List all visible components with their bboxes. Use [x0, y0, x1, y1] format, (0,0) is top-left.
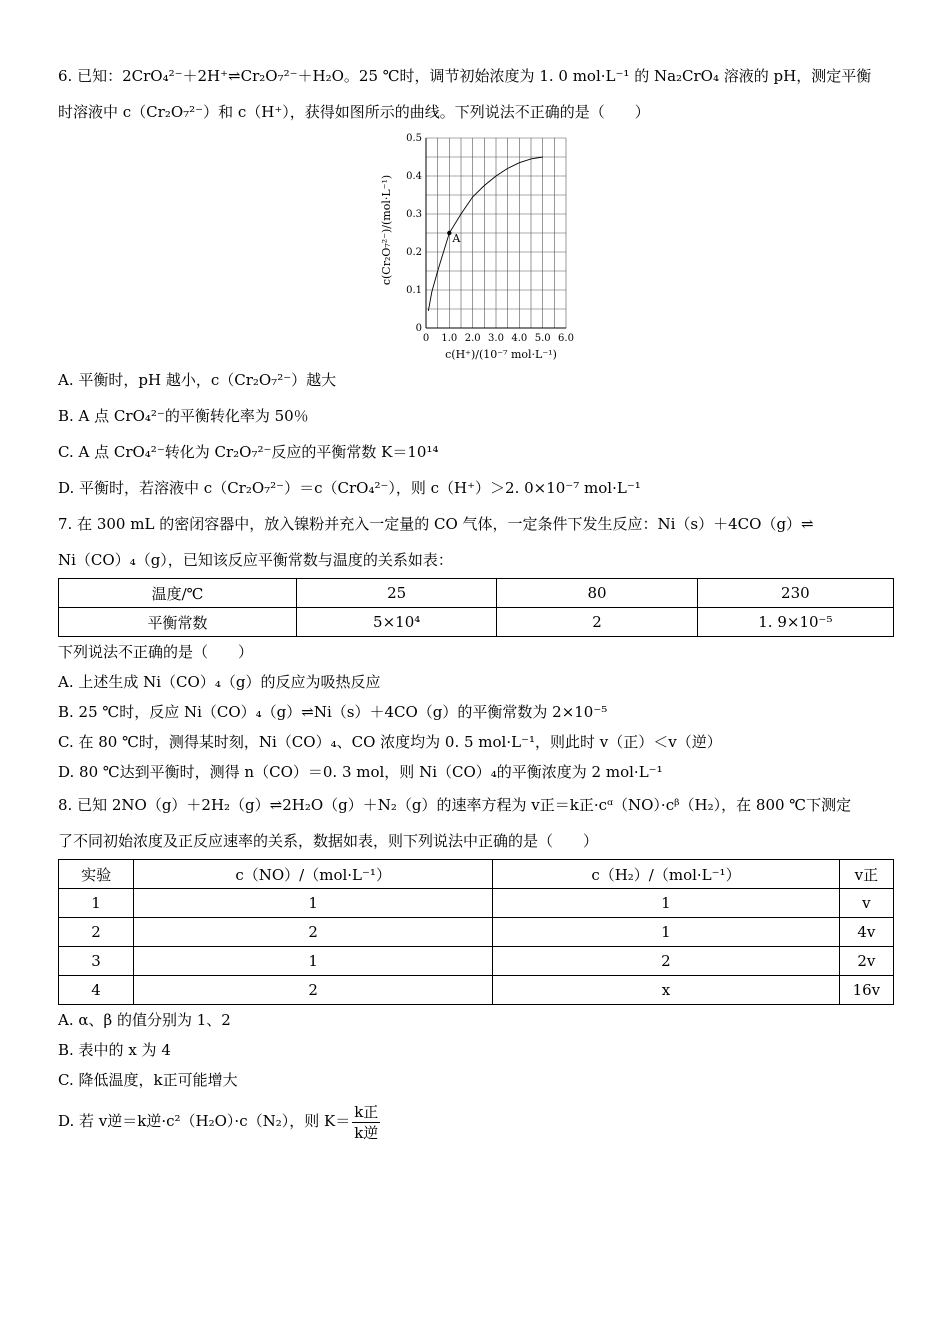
x-tick-label: 3.0 — [488, 333, 504, 344]
table-cell: 1 — [493, 889, 840, 918]
q8-option-d — [58, 1095, 894, 1147]
q6-option-c: C. A 点 CrO₄²⁻转化为 Cr₂O₇²⁻反应的平衡常数 K＝10¹⁴ — [58, 443, 439, 461]
q8-option-d-text: D. 若 v逆＝k逆·c²（H₂O）·c（N₂），则 K＝ — [58, 1112, 351, 1130]
q8-stem-line1: 8. 已知 2NO（g）＋2H₂（g）⇌2H₂O（g）＋N₂（g）的速率方程为 v正＝k正·cᵅ（NO）·cᵝ（H₂），在 800 ℃下测定 — [58, 796, 852, 814]
q7-stem-line1: 7. 在 300 mL 的密闭容器中，放入镍粉并充入一定量的 CO 气体，一定条件下发生反应：Ni（s）＋4CO（g）⇌ — [58, 515, 814, 533]
y-axis-label: c(Cr₂O₇²⁻)/(mol·L⁻¹) — [380, 174, 393, 286]
q7-option-d: D. 80 ℃达到平衡时，测得 n（CO）＝0. 3 mol，则 Ni（CO）₄的平衡浓度为 2 mol·L⁻¹ — [58, 763, 663, 781]
table-cell: 1 — [134, 947, 493, 976]
fraction-numerator: k正 — [354, 1102, 379, 1121]
table-cell: 1 — [493, 918, 840, 947]
table-cell: 1. 9×10⁻⁵ — [697, 608, 893, 637]
table-row — [59, 608, 894, 637]
y-tick-label: 0.4 — [406, 171, 422, 182]
fraction-denominator: k逆 — [354, 1123, 379, 1142]
x-tick-label: 2.0 — [464, 333, 481, 344]
table-header-cell: 实验 — [59, 860, 134, 889]
x-tick-label: 1.0 — [441, 333, 458, 344]
table-cell: 平衡常数 — [59, 608, 297, 637]
table-row — [59, 579, 894, 608]
q8-rate-table — [58, 859, 894, 1005]
x-tick-label: 0 — [422, 333, 430, 344]
table-cell: 1 — [134, 889, 493, 918]
table-cell: 80 — [497, 579, 697, 608]
q6-chart-area — [58, 130, 894, 362]
series-line — [428, 157, 542, 311]
table-cell: 1 — [59, 889, 134, 918]
table-row — [59, 976, 894, 1005]
table-cell: 5×10⁴ — [296, 608, 496, 637]
table-cell: 2 — [59, 918, 134, 947]
table-cell: 2 — [134, 918, 493, 947]
table-row — [59, 889, 894, 918]
y-tick-label: 0 — [415, 323, 422, 334]
table-row — [59, 918, 894, 947]
table-cell: 4v — [839, 918, 893, 947]
cr2o7-vs-h-chart — [376, 130, 576, 362]
table-cell: 25 — [296, 579, 496, 608]
table-header-cell: v正 — [839, 860, 893, 889]
point-a-label: A — [452, 232, 461, 245]
y-tick-label: 0.5 — [406, 133, 422, 144]
q6-option-d: D. 平衡时，若溶液中 c（Cr₂O₇²⁻）＝c（CrO₄²⁻），则 c（H⁺）＞2. 0×10⁻⁷ mol·L⁻¹ — [58, 479, 641, 497]
q8-option-c: C. 降低温度，k正可能增大 — [58, 1071, 238, 1089]
y-tick-label: 0.2 — [406, 247, 422, 258]
table-cell: x — [493, 976, 840, 1005]
q7-option-a: A. 上述生成 Ni（CO）₄（g）的反应为吸热反应 — [58, 673, 381, 691]
x-axis-label: c(H⁺)/(10⁻⁷ mol·L⁻¹) — [445, 348, 557, 361]
y-tick-label: 0.3 — [406, 209, 422, 220]
chart-series — [428, 157, 542, 311]
table-cell: 16v — [839, 976, 893, 1005]
table-cell: 温度/℃ — [59, 579, 297, 608]
table-row — [59, 947, 894, 976]
table-cell: 2v — [839, 947, 893, 976]
q6-option-b: B. A 点 CrO₄²⁻的平衡转化率为 50％ — [58, 407, 309, 425]
k-ratio-fraction — [352, 1102, 380, 1143]
q6-stem-line1: 6. 已知：2CrO₄²⁻＋2H⁺⇌Cr₂O₇²⁻＋H₂O。25 ℃时，调节初始浓度为 1. 0 mol·L⁻¹ 的 Na₂CrO₄ 溶液的 pH，测定平衡 — [58, 67, 872, 85]
table-cell: v — [839, 889, 893, 918]
question-page — [58, 58, 894, 1147]
q7-stem-line2: Ni（CO）₄（g），已知该反应平衡常数与温度的关系如表： — [58, 551, 453, 569]
table-cell: 230 — [697, 579, 893, 608]
table-cell: 4 — [59, 976, 134, 1005]
table-header-row — [59, 860, 894, 889]
table-header-cell: c（NO）/（mol·L⁻¹） — [134, 860, 493, 889]
q8-option-b: B. 表中的 x 为 4 — [58, 1041, 171, 1059]
table-cell: 2 — [493, 947, 840, 976]
y-tick-label: 0.1 — [406, 285, 422, 296]
q8-stem-line2: 了不同初始浓度及正反应速率的关系，数据如表，则下列说法中正确的是（ ） — [58, 832, 599, 850]
q7-equilibrium-table — [58, 578, 894, 637]
chart-ticks — [406, 133, 574, 344]
table-cell: 2 — [134, 976, 493, 1005]
x-tick-label: 4.0 — [511, 333, 528, 344]
x-tick-label: 5.0 — [534, 333, 551, 344]
table-cell: 3 — [59, 947, 134, 976]
q7-option-c: C. 在 80 ℃时，测得某时刻，Ni（CO）₄、CO 浓度均为 0. 5 mol·L⁻¹，则此时 v（正）＜v（逆） — [58, 733, 722, 751]
x-tick-label: 6.0 — [558, 333, 574, 344]
q8-option-a: A. α、β 的值分别为 1、2 — [58, 1011, 231, 1029]
table-header-cell: c（H₂）/（mol·L⁻¹） — [493, 860, 840, 889]
q6-stem-line2: 时溶液中 c（Cr₂O₇²⁻）和 c（H⁺），获得如图所示的曲线。下列说法不正确的是（ ） — [58, 103, 650, 121]
q7-option-b: B. 25 ℃时，反应 Ni（CO）₄（g）⇌Ni（s）＋4CO（g）的平衡常数为 2×10⁻⁵ — [58, 703, 608, 721]
chart-grid — [426, 138, 566, 328]
table-cell: 2 — [497, 608, 697, 637]
q7-prompt: 下列说法不正确的是（ ） — [58, 643, 254, 661]
q6-option-a: A. 平衡时，pH 越小，c（Cr₂O₇²⁻）越大 — [58, 371, 337, 389]
point-a-marker — [447, 231, 451, 235]
